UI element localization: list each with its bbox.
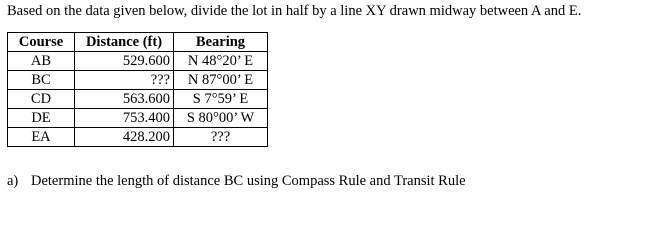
- course-cell: DE: [8, 109, 75, 128]
- course-cell: EA: [8, 128, 75, 147]
- distance-cell: 529.600: [75, 52, 174, 71]
- table-row: [8, 52, 268, 71]
- course-cell: AB: [8, 52, 75, 71]
- header-bearing: Bearing: [174, 33, 268, 52]
- question-a: [7, 172, 466, 190]
- distance-cell: 753.400: [75, 109, 174, 128]
- course-cell: CD: [8, 90, 75, 109]
- traverse-table: [7, 32, 268, 147]
- distance-cell: ???: [75, 71, 174, 90]
- distance-cell: 428.200: [75, 128, 174, 147]
- table-row: [8, 128, 268, 147]
- question-text: Determine the length of distance BC using Compass Rule and Transit Rule: [31, 173, 466, 189]
- table-row: [8, 71, 268, 90]
- bearing-cell: S 80°00’ W: [174, 109, 268, 128]
- table-row: [8, 109, 268, 128]
- header-distance: Distance (ft): [75, 33, 174, 52]
- distance-cell: 563.600: [75, 90, 174, 109]
- problem-statement: Based on the data given below, divide the lot in half by a line XY drawn midway between A and E.: [7, 3, 582, 19]
- table-row: [8, 90, 268, 109]
- bearing-cell: N 87°00’ E: [174, 71, 268, 90]
- bearing-cell: ???: [174, 128, 268, 147]
- course-cell: BC: [8, 71, 75, 90]
- table-header-row: [8, 33, 268, 52]
- header-course: Course: [8, 33, 75, 52]
- question-label: a): [7, 173, 19, 189]
- bearing-cell: S 7°59’ E: [174, 90, 268, 109]
- bearing-cell: N 48°20’ E: [174, 52, 268, 71]
